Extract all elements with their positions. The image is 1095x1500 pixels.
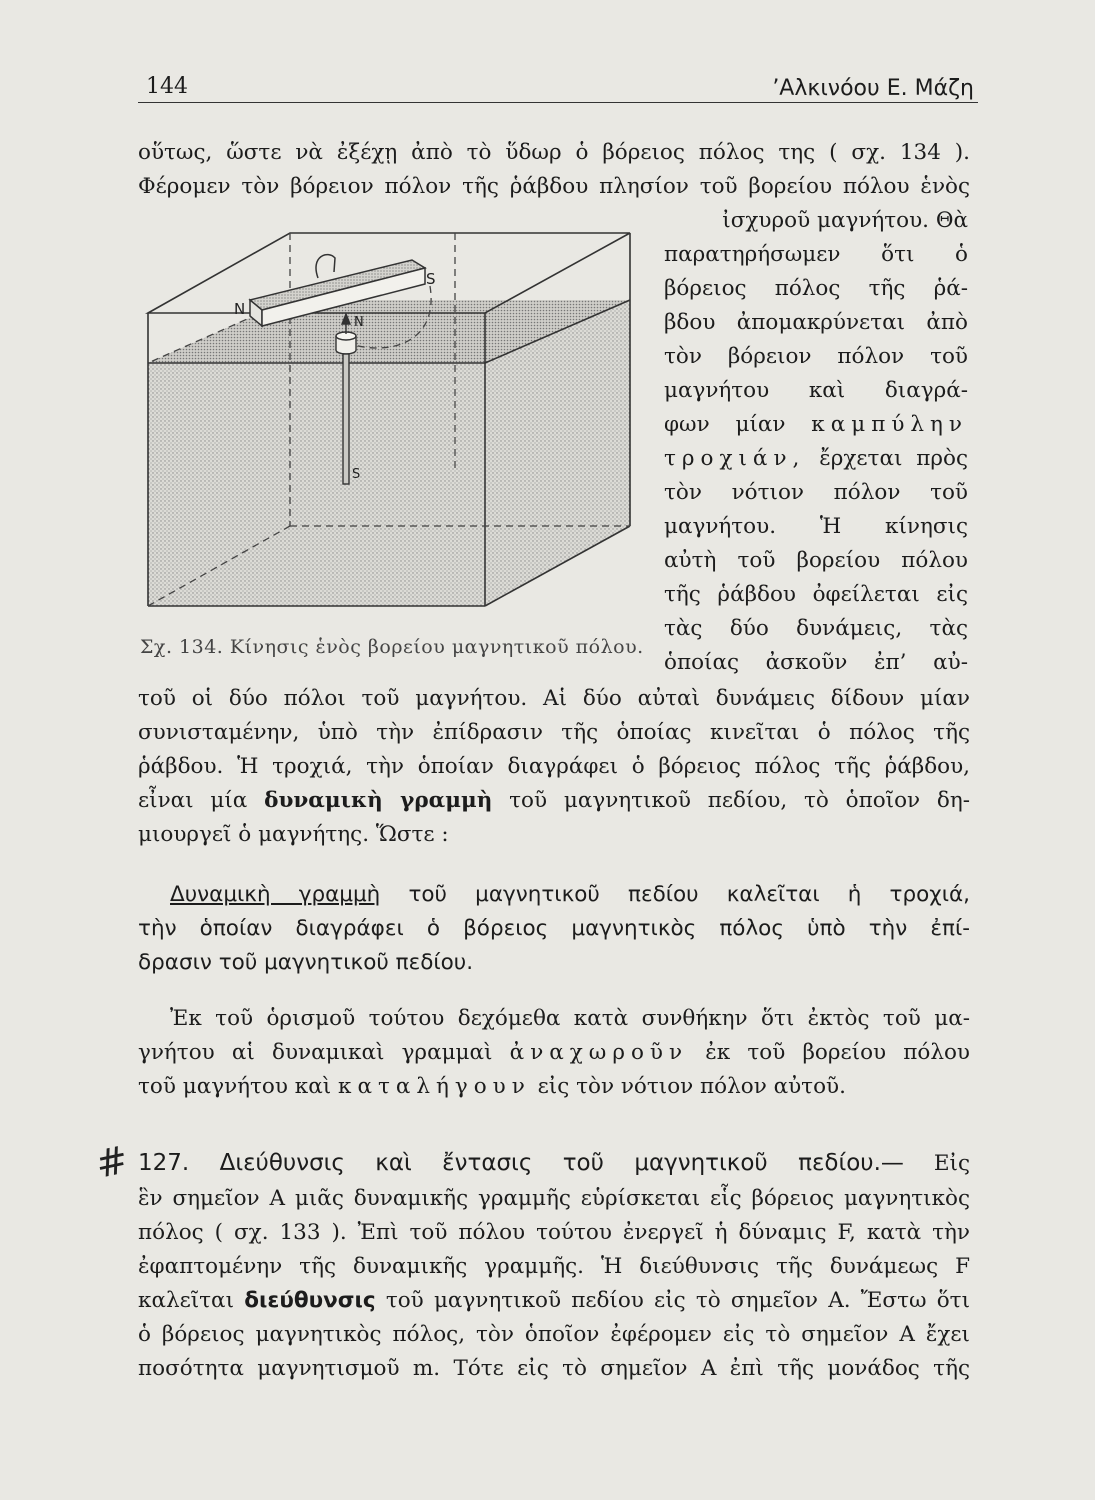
body-line: συνισταμένην, ὑπὸ τὴν ἐπίδρασιν τῆς ὁποίας κινεῖται ὁ πόλος τῆς	[138, 720, 970, 745]
body-text: Εἰς	[933, 1151, 970, 1176]
definition-line: τὴν ὁποίαν διαγράφει ὁ βόρειος μαγνητικὸς πόλος ὑπὸ τὴν ἐπί-	[138, 916, 970, 941]
bar-north-label: N	[234, 300, 246, 318]
body-line: Φέρομεν τὸν βόρειον πόλον τῆς ῥάβδου πλησίον τοῦ βορείου πόλου ἑνὸς	[138, 174, 970, 199]
body-text: τοῦ μαγνητικοῦ πεδίου, τὸ ὁποῖον δη-	[509, 788, 971, 813]
body-text: ἐκ τοῦ βορείου πόλου	[705, 1040, 970, 1065]
header-rule	[138, 102, 978, 103]
body-line	[138, 1286, 970, 1316]
handwritten-hash-mark: #	[91, 1137, 133, 1187]
body-line: βόρειος πόλος τῆς ῥά-	[664, 276, 968, 301]
body-line: ἓν σημεῖον Α μιᾶς δυναμικῆς γραμμῆς εὑρίσκεται εἷς βόρειος μαγνητικὸς	[138, 1186, 970, 1211]
spaced-emphasis: ἀναχωροῦν	[509, 1040, 689, 1065]
body-line: τῆς ῥάβδου ὀφείλεται εἰς	[664, 582, 968, 607]
body-line: οὕτως, ὥστε νὰ ἐξέχῃ ἀπὸ τὸ ὕδωρ ὁ βόρειος πόλος της ( σχ. 134 ).	[138, 140, 970, 165]
body-line: τοῦ οἱ δύο πόλοι τοῦ μαγνήτου. Αἱ δύο αὐταὶ δυνάμεις δίδουν μίαν	[138, 686, 970, 711]
needle-south-label: S	[352, 467, 361, 482]
body-line: μιουργεῖ ὁ μαγνήτης. Ὥστε :	[138, 822, 449, 847]
bar-south-label: S	[426, 270, 436, 288]
body-line	[138, 786, 970, 816]
body-text: γνήτου αἱ δυναμικαὶ γραμμαὶ	[138, 1040, 493, 1065]
spaced-emphasis: τροχιάν,	[664, 446, 806, 471]
body-line	[664, 410, 968, 440]
body-text: εἰς τὸν νότιον πόλον αὐτοῦ.	[537, 1074, 846, 1099]
body-line	[138, 1072, 970, 1102]
definition-line: δρασιν τοῦ μαγνητικοῦ πεδίου.	[138, 950, 474, 975]
body-line: ἐφαπτομένην τῆς δυναμικῆς γραμμῆς. Ἡ διεύθυνσις τῆς δυνάμεως F	[138, 1254, 970, 1279]
running-title: ’Αλκινόου Ε. Μάζη	[772, 76, 974, 101]
bold-term: διεύθυνσις	[244, 1288, 376, 1313]
body-line	[664, 444, 968, 474]
body-line: αὐτὴ τοῦ βορείου πόλου	[664, 548, 968, 573]
body-line: ὁποίας ἀσκοῦν ἐπ’ αὐ-	[664, 650, 968, 675]
body-text: καλεῖται	[138, 1288, 234, 1313]
body-line: τὰς δύο δυνάμεις, τὰς	[664, 616, 968, 641]
body-text: τοῦ μαγνητικοῦ πεδίου εἰς τὸ σημεῖον Α. Ἔστω ὅτι	[385, 1288, 970, 1313]
bold-term: δυναμικὴ γραμμὴ	[264, 788, 493, 813]
water-front	[148, 363, 485, 606]
section-heading-line	[138, 1148, 970, 1179]
page-header	[138, 70, 978, 104]
needle-north-label: N	[354, 315, 364, 330]
definition-text: τοῦ μαγνητικοῦ πεδίου καλεῖται ἡ τροχιά,	[408, 882, 970, 907]
body-line	[138, 1038, 970, 1068]
definition-term: Δυναμικὴ γραμμὴ	[170, 882, 381, 907]
body-text: ἔρχεται πρὸς	[819, 446, 968, 471]
body-line: ποσότητα μαγνητισμοῦ m. Τότε εἰς τὸ σημεῖον Α ἐπὶ τῆς μονάδος τῆς	[138, 1356, 970, 1381]
body-line: βδου ἀπομακρύνεται ἀπὸ	[664, 310, 968, 335]
body-line: μαγνήτου καὶ διαγρά-	[664, 378, 968, 403]
figure-caption: Σχ. 134. Κίνησις ἑνὸς βορείου μαγνητικοῦ πόλου.	[140, 636, 644, 658]
body-line: ῥάβδου. Ἡ τροχιά, τὴν ὁποίαν διαγράφει ὁ βόρειος πόλος τῆς ῥάβδου,	[138, 754, 970, 779]
section-heading: 127. Διεύθυνσις καὶ ἔντασις τοῦ μαγνητικοῦ πεδίου.—	[138, 1150, 904, 1176]
body-line: πόλος ( σχ. 133 ). Ἐπὶ τοῦ πόλου τούτου ἐνεργεῖ ἡ δύναμις F, κατὰ τὴν	[138, 1220, 970, 1245]
magnet-tank-figure	[140, 228, 640, 618]
page-number: 144	[146, 74, 188, 99]
body-text: εἶναι μία	[138, 788, 248, 813]
spaced-emphasis: καμπύλην	[811, 412, 968, 437]
body-text: φων μίαν	[664, 412, 786, 437]
body-line: μαγνήτου. Ἡ κίνησις	[664, 514, 968, 539]
body-line: Ἐκ τοῦ ὁρισμοῦ τούτου δεχόμεθα κατὰ συνθήκην ὅτι ἐκτὸς τοῦ μα-	[170, 1006, 970, 1031]
body-line: ὁ βόρειος μαγνητικὸς πόλος, τὸν ὁποῖον ἐφέρομεν εἰς τὸ σημεῖον Α ἔχει	[138, 1322, 970, 1347]
body-line: τὸν νότιον πόλον τοῦ	[664, 480, 968, 505]
body-line: τὸν βόρειον πόλον τοῦ	[664, 344, 968, 369]
definition-line	[170, 880, 970, 910]
body-line: ἰσχυροῦ μαγνήτου. Θὰ	[722, 208, 968, 233]
spaced-emphasis: καταλήγουν	[338, 1074, 531, 1099]
body-line: παρατηρήσωμεν ὅτι ὁ	[664, 242, 968, 267]
body-text: τοῦ μαγνήτου καὶ	[138, 1074, 332, 1099]
